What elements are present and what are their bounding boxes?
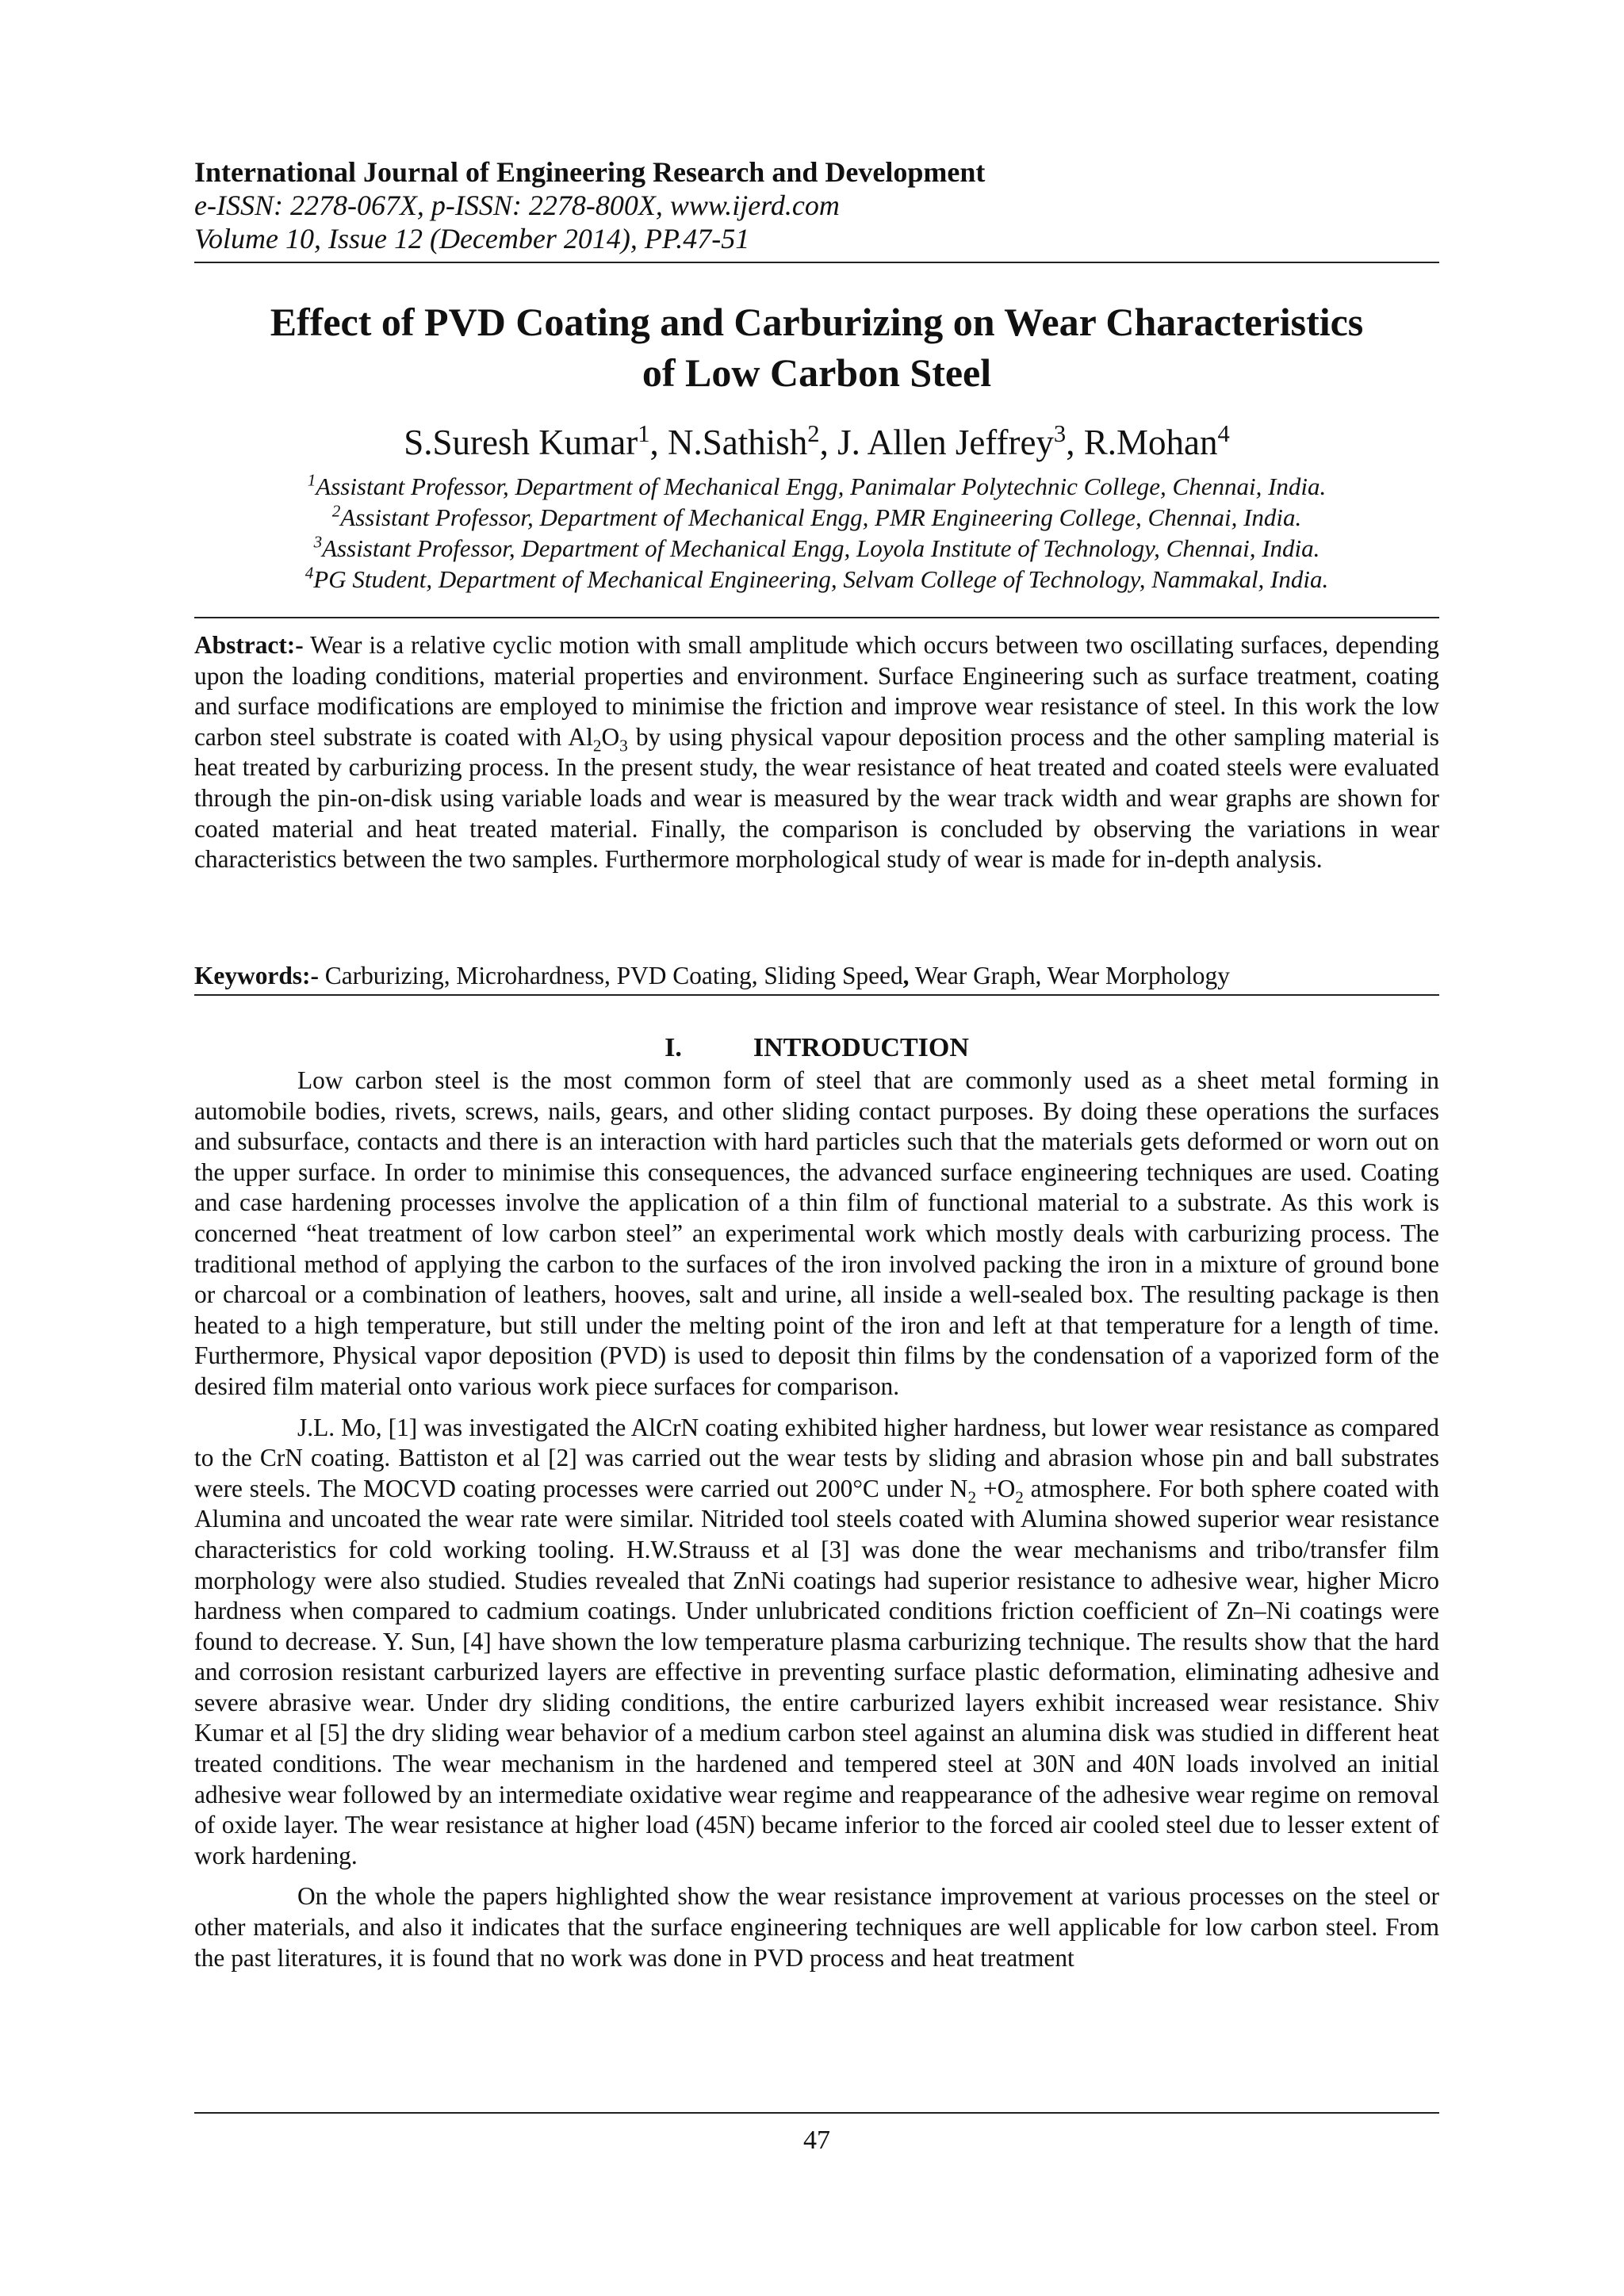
author-sep-2: , — [819, 423, 838, 462]
keywords-comma: , — [902, 962, 910, 989]
journal-volume: Volume 10, Issue 12 (December 2014), PP.47-51 — [194, 223, 750, 254]
intro-p2-text-c: atmosphere. For both sphere coated with Alumina and uncoated the wear rate were similar. Nitrided tool steels coated with Alumina showed superior wear resistance characteristics for cold working tooling. H.W.Strauss et al [3] was done the wear mechanisms and tribo/transfer film morphology were also studied. Studies revealed that ZnNi coatings had superior resistance to adhesive wear, higher Micro hardness when compared to cadmium coatings. Under unlubricated conditions friction coefficient of Zn–Ni coatings were found to decrease. Y. Sun, [4] have shown the low temperature plasma carburizing technique. The results show that the hard and corrosion resistant carburized layers are effective in preventing surface plastic deformation, eliminating adhesive and severe abrasive wear. Under dry sliding conditions, the entire carburized layers exhibit increased wear resistance. Shiv Kumar et al [5] the dry sliding wear behavior of a medium carbon steel against an alumina disk was studied in different heat treated conditions. The wear mechanism in the hardened and tempered steel at 30N and 40N loads involved an initial adhesive wear followed by an intermediate oxidative wear regime and reappearance of the adhesive wear regime on removal of oxide layer. The wear resistance at higher load (45N) became inferior to the forced air cooled steel due to lesser extent of work hardening. — [194, 1474, 1439, 1869]
affiliation-4-sup: 4 — [304, 563, 314, 583]
affiliation-2 — [194, 502, 1439, 533]
author-2-sup: 2 — [807, 420, 820, 447]
header-rule — [194, 262, 1439, 263]
title-line-2: of Low Carbon Steel — [642, 350, 992, 395]
author-4-sup: 4 — [1217, 420, 1230, 447]
author-3: J. Allen Jeffrey — [837, 423, 1054, 462]
author-2: N.Sathish — [668, 423, 808, 462]
abstract-top-rule — [194, 617, 1439, 618]
abstract-label: Abstract:- — [194, 631, 304, 659]
affiliation-1-text: Assistant Professor, Department of Mechanical Engg, Panimalar Polytechnic College, Chennai, India. — [316, 473, 1327, 500]
introduction-body — [194, 1066, 1439, 1973]
page-number: 47 — [803, 2126, 830, 2155]
journal-issn: e-ISSN: 2278-067X, p-ISSN: 2278-800X, www.ijerd.com — [194, 189, 840, 221]
affiliation-3 — [194, 533, 1439, 564]
affiliation-3-sup: 3 — [313, 532, 323, 552]
abstract-text-3: by using physical vapour deposition process and the other sampling material is heat treated by carburizing process. In the present study, the wear resistance of heat treated and coated steels were evaluated through the pin-on-disk using variable loads and wear is measured by the wear track width and wear graphs are shown for coated material and heat treated material. Finally, the comparison is concluded by observing the variations in wear characteristics between the two samples. Furthermore morphological study of wear is made for in-depth analysis. — [194, 722, 1439, 874]
affiliation-2-text: Assistant Professor, Department of Mechanical Engg, PMR Engineering College, Chennai, India. — [340, 503, 1302, 531]
author-sep-3: , — [1066, 423, 1084, 462]
intro-p2-sub-1: 2 — [967, 1487, 977, 1506]
section-number: I. — [665, 1033, 682, 1062]
abstract-text-2: O — [601, 722, 620, 751]
abstract-sub-2: 3 — [619, 736, 628, 756]
keywords-label: Keywords:- — [194, 962, 319, 989]
section-title: INTRODUCTION — [753, 1033, 969, 1062]
intro-p2-text-b: +O — [976, 1474, 1016, 1502]
affiliation-2-sup: 2 — [331, 501, 341, 521]
affiliation-4 — [194, 564, 1439, 595]
paper-title — [194, 297, 1439, 398]
footer-rule — [194, 2112, 1439, 2114]
keywords-bottom-rule — [194, 994, 1439, 996]
affiliation-1 — [194, 471, 1439, 502]
intro-paragraph-3: On the whole the papers highlighted show the wear resistance improvement at various processes on the steel or other materials, and also it indicates that the surface engineering techniques are well applicable for low carbon steel. From the past literatures, it is found that no work was done in PVD process and heat treatment — [194, 1882, 1439, 1972]
affiliation-3-text: Assistant Professor, Department of Mechanical Engg, Loyola Institute of Technology, Chennai, India. — [322, 534, 1320, 562]
author-1-sup: 1 — [638, 420, 650, 447]
affiliation-list — [194, 471, 1439, 595]
journal-header — [194, 155, 1439, 255]
title-line-1: Effect of PVD Coating and Carburizing on Wear Characteristics — [270, 300, 1364, 344]
abstract-text-1: Wear is a relative cyclic motion with small amplitude which occurs between two oscillating surfaces, depending upon the loading conditions, material properties and environment. Surface Engineering such as surface treatment, coating and surface modifications are employed to minimise the friction and improve wear resistance of steel. In this work the low carbon steel substrate is coated with Al — [194, 631, 1439, 751]
intro-p2-sub-2: 2 — [1015, 1487, 1024, 1506]
keywords-text-1: Carburizing, Microhardness, PVD Coating, Sliding Speed — [318, 962, 903, 989]
author-3-sup: 3 — [1053, 420, 1067, 447]
affiliation-4-text: PG Student, Department of Mechanical Engineering, Selvam College of Technology, Nammakal, India. — [313, 565, 1329, 593]
author-sep-1: , — [649, 423, 668, 462]
intro-p2-text-a: J.L. Mo, [1] was investigated the AlCrN coating exhibited higher hardness, but lower wear resistance as compared to the CrN coating. Battiston et al [2] was carried out the wear tests by sliding and abrasion whose pin and ball substrates were steels. The MOCVD coating processes were carried out 200°C under N — [194, 1413, 1439, 1502]
author-1: S.Suresh Kumar — [404, 423, 638, 462]
abstract-sub-1: 2 — [592, 736, 602, 756]
intro-paragraph-1: Low carbon steel is the most common form of steel that are commonly used as a sheet metal forming in automobile bodies, rivets, screws, nails, gears, and other sliding contact purposes. By doing these operations the surfaces and subsurface, contacts and there is an interaction with hard particles such that the materials gets deformed or worn out on the upper surface. In order to minimise this consequences, the advanced surface engineering techniques are used. Coating and case hardening processes involve the application of a thin film of functional material to a substrate. As this work is concerned “heat treatment of low carbon steel” an experimental work which mostly deals with carburizing process. The traditional method of applying the carbon to the surfaces of the iron involved packing the iron in a mixture of ground bone or charcoal or a combination of leathers, hooves, salt and urine, all inside a well-sealed box. The resulting package is then heated to a high temperature, but still under the melting point of the iron and left at that temperature for a length of time. Furthermore, Physical vapor deposition (PVD) is used to deposit thin films by the condensation of a vaporized form of the desired film material onto various work piece surfaces for comparison. — [194, 1066, 1439, 1400]
author-4: R.Mohan — [1083, 423, 1218, 462]
keywords — [194, 961, 1439, 992]
affiliation-1-sup: 1 — [307, 470, 316, 490]
author-list — [194, 420, 1439, 465]
abstract — [194, 630, 1439, 875]
keywords-text-2: Wear Graph, Wear Morphology — [909, 962, 1230, 989]
intro-paragraph-2 — [194, 1413, 1439, 1872]
section-heading — [194, 1031, 1439, 1066]
journal-name: International Journal of Engineering Research and Development — [194, 156, 986, 188]
